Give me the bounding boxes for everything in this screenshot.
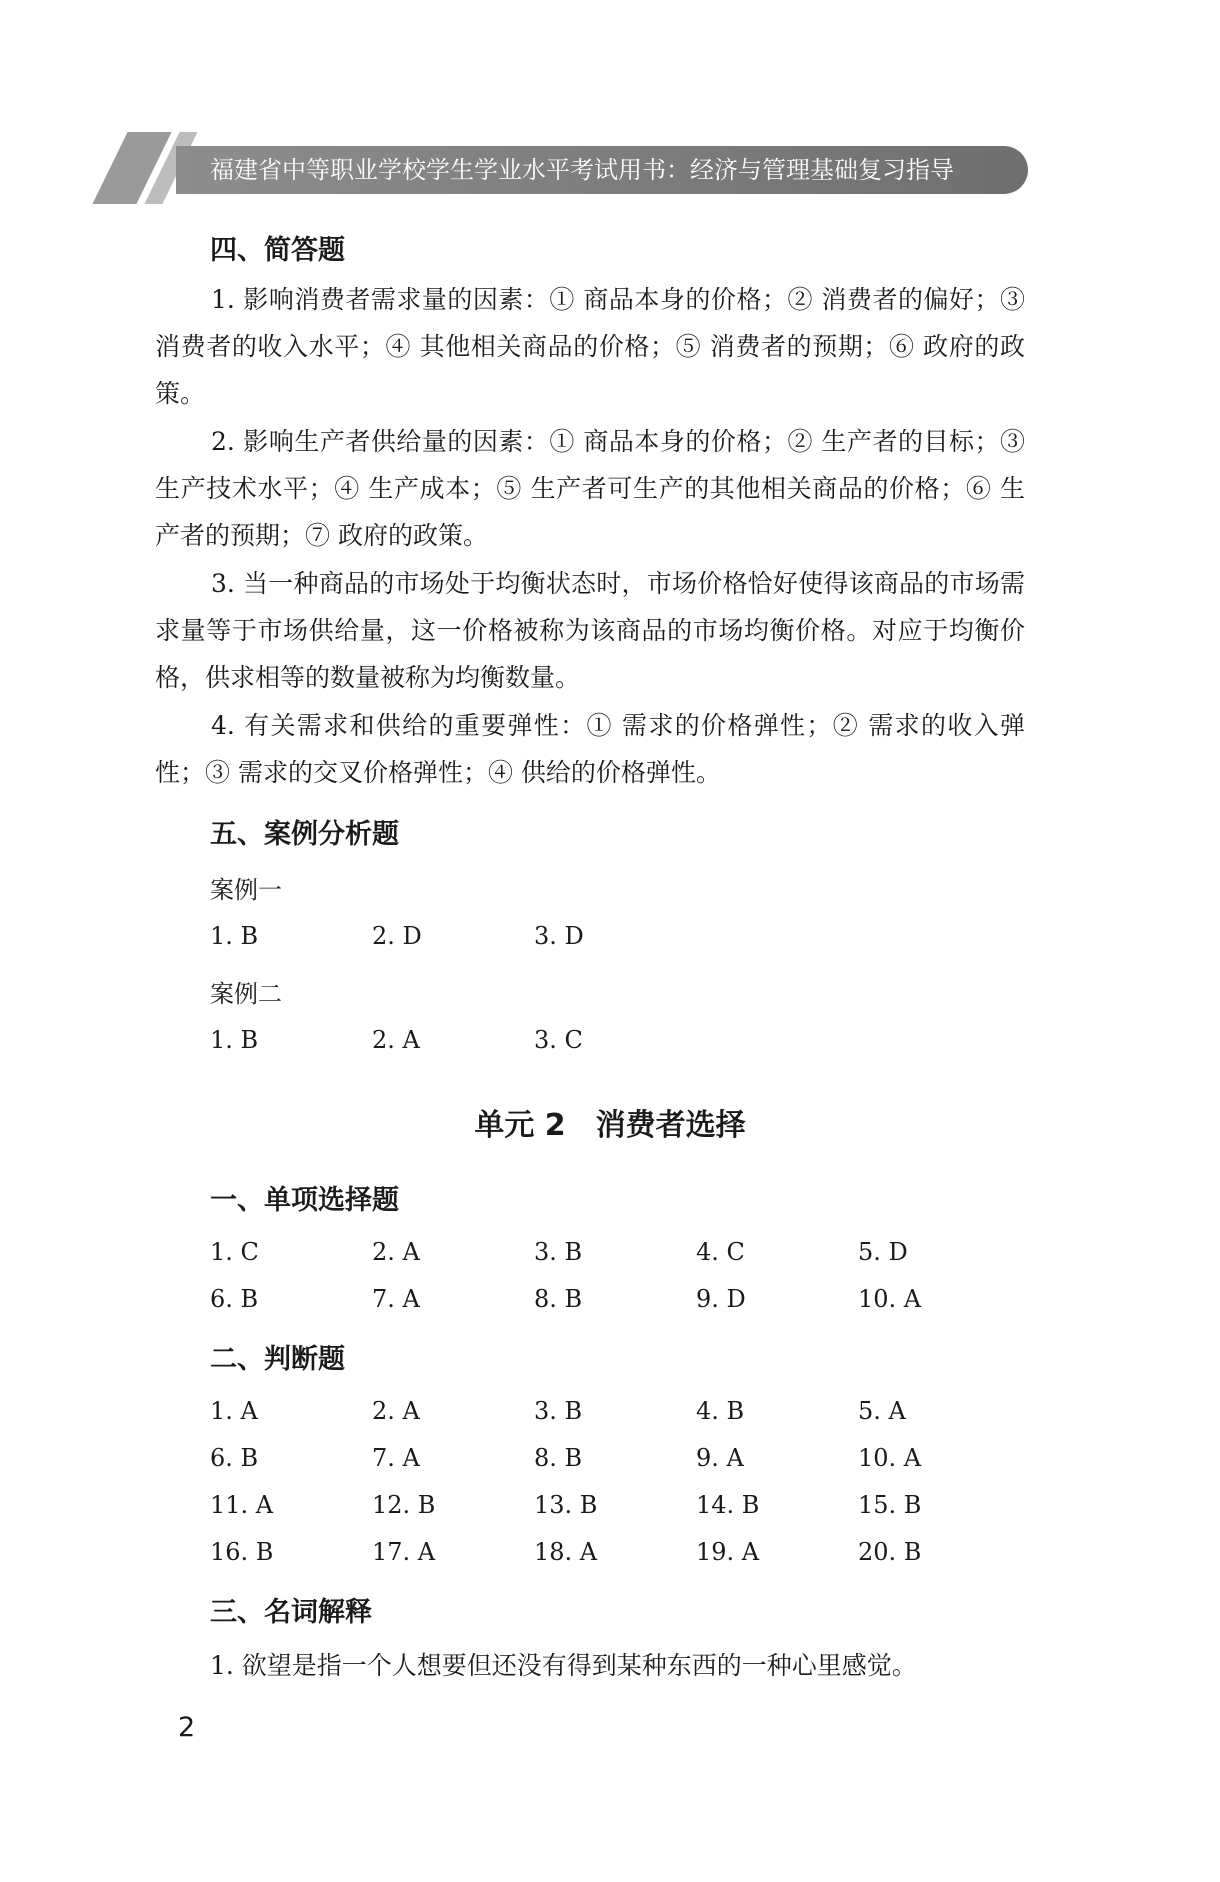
answer-item: 3. D xyxy=(534,922,584,950)
answer-item: 20. B xyxy=(858,1538,922,1566)
answer-item: 1. B xyxy=(210,922,259,950)
section-heading-case-analysis: 五、案例分析题 xyxy=(210,819,399,850)
answer-item: 2. A xyxy=(372,1397,420,1425)
answer-item: 1. B xyxy=(210,1026,259,1054)
section-heading-multiple-choice: 一、单项选择题 xyxy=(210,1185,399,1216)
answer-item: 19. A xyxy=(696,1538,760,1566)
section-heading-term-definitions: 三、名词解释 xyxy=(210,1597,372,1628)
answer-item: 5. D xyxy=(858,1238,908,1266)
answer-item: 6. B xyxy=(210,1285,259,1313)
header-title: 福建省中等职业学校学生学业水平考试用书：经济与管理基础复习指导 xyxy=(210,156,954,184)
answer-item: 4. C xyxy=(696,1238,745,1266)
answer-item: 14. B xyxy=(696,1491,760,1519)
answer-item: 2. A xyxy=(372,1238,420,1266)
answer-item: 10. A xyxy=(858,1444,922,1472)
answer-item: 3. B xyxy=(534,1397,583,1425)
case-label-2: 案例二 xyxy=(210,980,282,1008)
term-definition-1: 1. 欲望是指一个人想要但还没有得到某种东西的一种心里感觉。 xyxy=(210,1651,917,1680)
answer-item: 6. B xyxy=(210,1444,259,1472)
answer-item: 9. A xyxy=(696,1444,744,1472)
answer-item: 1. C xyxy=(210,1238,259,1266)
answer-item: 15. B xyxy=(858,1491,922,1519)
answer-item: 10. A xyxy=(858,1285,922,1313)
answer-item: 3. B xyxy=(534,1238,583,1266)
answer-item: 7. A xyxy=(372,1444,420,1472)
unit-title: 单元 2 消费者选择 xyxy=(474,1108,746,1143)
answer-item: 7. A xyxy=(372,1285,420,1313)
answer-item: 17. A xyxy=(372,1538,436,1566)
answer-item: 18. A xyxy=(534,1538,598,1566)
answer-item: 3. C xyxy=(534,1026,583,1054)
answer-paragraph-4: 4. 有关需求和供给的重要弹性：① 需求的价格弹性；② 需求的收入弹性；③ 需求的交叉价格弹性；④ 供给的价格弹性。 xyxy=(155,711,1025,787)
page-number: 2 xyxy=(178,1712,196,1743)
answer-item: 8. B xyxy=(534,1285,583,1313)
answer-item: 4. B xyxy=(696,1397,745,1425)
answer-item: 13. B xyxy=(534,1491,598,1519)
answer-item: 12. B xyxy=(372,1491,436,1519)
answer-item: 5. A xyxy=(858,1397,906,1425)
answer-item: 8. B xyxy=(534,1444,583,1472)
answer-paragraph-2: 2. 影响生产者供给量的因素：① 商品本身的价格；② 生产者的目标；③ 生产技术水平；④ 生产成本；⑤ 生产者可生产的其他相关商品的价格；⑥ 生产者的预期；⑦ 政府的政策。 xyxy=(155,427,1025,550)
answer-paragraph-3: 3. 当一种商品的市场处于均衡状态时，市场价格恰好使得该商品的市场需求量等于市场供给量，这一价格被称为该商品的市场均衡价格。对应于均衡价格，供求相等的数量被称为均衡数量。 xyxy=(155,569,1025,692)
section-heading-short-answer: 四、简答题 xyxy=(210,235,345,266)
answer-item: 2. A xyxy=(372,1026,420,1054)
answer-item: 2. D xyxy=(372,922,422,950)
case-label-1: 案例一 xyxy=(210,876,282,904)
answer-item: 9. D xyxy=(696,1285,746,1313)
answer-item: 16. B xyxy=(210,1538,274,1566)
answer-item: 11. A xyxy=(210,1491,274,1519)
answer-item: 1. A xyxy=(210,1397,258,1425)
section-heading-true-false: 二、判断题 xyxy=(210,1344,345,1375)
answer-paragraph-1: 1. 影响消费者需求量的因素：① 商品本身的价格；② 消费者的偏好；③ 消费者的收入水平；④ 其他相关商品的价格；⑤ 消费者的预期；⑥ 政府的政策。 xyxy=(155,285,1025,408)
